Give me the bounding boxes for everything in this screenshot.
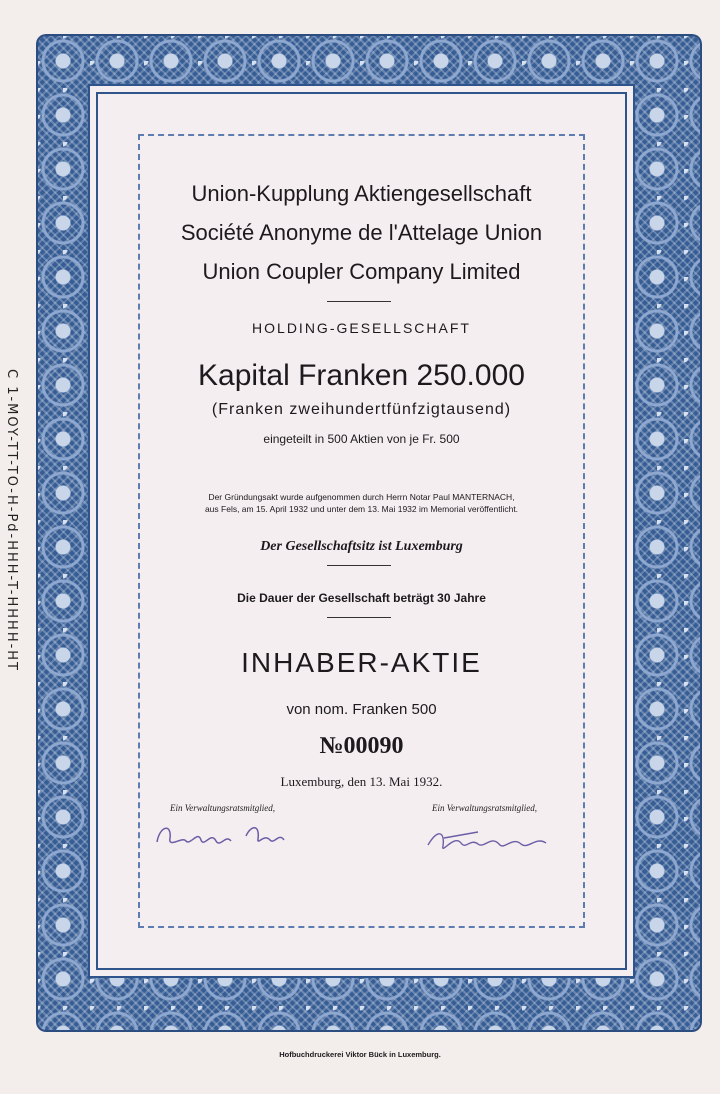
certificate-number: №00090 [319, 733, 404, 759]
left-signature-label: Ein Verwaltungsratsmitglied, [170, 803, 276, 813]
certificate-panel [96, 92, 627, 970]
founding-note [138, 491, 585, 515]
company-name-german: Union-Kupplung Aktiengesellschaft [191, 181, 532, 206]
title-divider [327, 301, 391, 302]
capital-in-words: (Franken zweihundertfünfzigtausend) [211, 401, 512, 418]
printer-imprint: Hofbuchdruckerei Viktor Bück in Luxemburg. [279, 1050, 441, 1059]
capital-amount: Kapital Franken 250.000 [198, 359, 525, 392]
issue-date: Luxemburg, den 13. Mai 1932. [280, 774, 443, 789]
seat-divider [327, 565, 391, 566]
founding-line-2: aus Fels, am 15. April 1932 und unter dem 13. Mai 1932 im Memorial veröffentlicht. [204, 504, 519, 514]
stub-edge-text [0, 70, 22, 970]
holding-label: HOLDING-GESELLSCHAFT [252, 320, 471, 336]
share-type: INHABER-AKTIE [241, 647, 482, 678]
company-name-french: Société Anonyme de l'Attelage Union [180, 220, 543, 245]
nominal-value: von nom. Franken 500 [286, 701, 437, 718]
stub-edge-label: C 1-MOY-TT-TO-H-Pd-HHH-T-HHHH-HT [3, 368, 19, 672]
right-signature-label: Ein Verwaltungsratsmitglied, [432, 803, 538, 813]
company-duration: Die Dauer der Gesellschaft beträgt 30 Jahre [237, 591, 486, 605]
company-name-english: Union Coupler Company Limited [202, 259, 521, 284]
left-signature-icon [152, 816, 292, 856]
certificate-content [98, 94, 625, 968]
duration-divider [327, 617, 391, 618]
share-division: eingeteilt in 500 Aktien von je Fr. 500 [263, 432, 460, 446]
registered-seat: Der Gesellschaftsitz ist Luxemburg [260, 539, 463, 554]
founding-line-1: Der Gründungsakt wurde aufgenommen durch Herrn Notar Paul MANTERNACH, [208, 492, 515, 502]
right-signature-icon [420, 820, 560, 860]
